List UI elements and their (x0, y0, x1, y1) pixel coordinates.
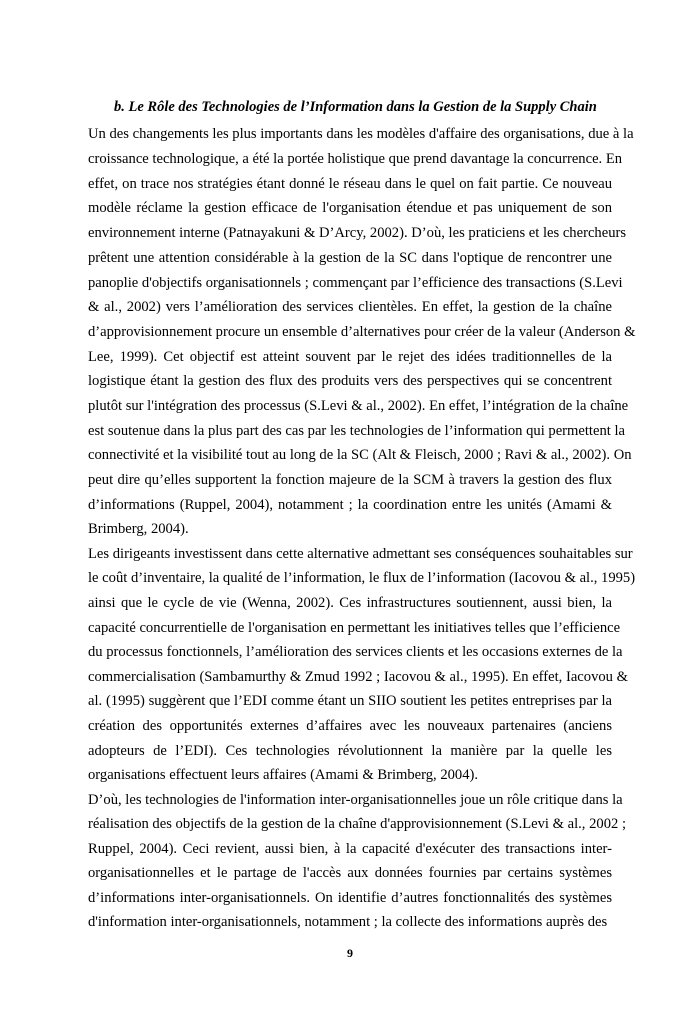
body-line: ainsi que le cycle de vie (Wenna, 2002). Ces infrastructures soutiennent, aussi bien, la (88, 595, 612, 611)
body-line: effet, on trace nos stratégies étant donné le réseau dans le quel on fait partie. Ce nouveau (88, 176, 612, 192)
body-line: logistique étant la gestion des flux des produits vers des perspectives qui se concentrent (88, 373, 612, 389)
body-line: d’informations (Ruppel, 2004), notamment ; la coordination entre les unités (Amami & (88, 497, 612, 513)
body-line: Lee, 1999). Cet objectif est atteint souvent par le rejet des idées traditionnelles de la (88, 349, 612, 365)
body-line: Les dirigeants investissent dans cette alternative admettant ses conséquences souhaitables sur (88, 546, 633, 562)
body-line: réalisation des objectifs de la gestion de la chaîne d'approvisionnement (S.Levi & al., 2002 ; (88, 816, 626, 832)
body-line: Brimberg, 2004). (88, 521, 189, 537)
body-line: capacité concurrentielle de l'organisation en permettant les initiatives telles que l’efficience (88, 620, 621, 636)
body-line: & al., 2002) vers l’amélioration des services clientèles. En effet, la gestion de la chaîne (88, 299, 612, 315)
body-line: prêtent une attention considérable à la gestion de la SC dans l'optique de rencontrer une (88, 250, 612, 266)
body-line: croissance technologique, a été la portée holistique que prend davantage la concurrence. En (88, 151, 623, 167)
body-line: peut dire qu’elles supportent la fonction majeure de la SCM à travers la gestion des flux (88, 472, 612, 488)
body-line: du processus fonctionnels, l’amélioration des services clients et les occasions externes de la (88, 644, 623, 660)
body-line: D’où, les technologies de l'information inter-organisationnelles joue un rôle critique dans la (88, 792, 623, 808)
body-line: al. (1995) suggèrent que l’EDI comme étant un SIIO soutient les petites entreprises par la (88, 693, 612, 709)
body-line: Ruppel, 2004). Ceci revient, aussi bien, à la capacité d'exécuter des transactions inter- (88, 841, 612, 857)
body-line: création des opportunités externes d’affaires avec les nouveaux partenaires (anciens (88, 718, 612, 734)
body-line: plutôt sur l'intégration des processus (S.Levi & al., 2002). En effet, l’intégration de la chaîne (88, 398, 629, 414)
body-line: commercialisation (Sambamurthy & Zmud 1992 ; Iacovou & al., 1995). En effet, Iacovou & (88, 669, 628, 685)
page-number: 9 (347, 946, 353, 960)
body-line: est soutenue dans la plus part des cas par les technologies de l’information qui permettent la (88, 423, 625, 439)
body-line: d’approvisionnement procure un ensemble d’alternatives pour créer de la valeur (Anderson & (88, 324, 636, 340)
body-line: connectivité et la visibilité tout au long de la SC (Alt & Fleisch, 2000 ; Ravi & al., 2002). On (88, 447, 632, 463)
body-line: adopteurs de l’EDI). Ces technologies révolutionnent la manière par la quelle les (88, 743, 612, 759)
section-heading: b. Le Rôle des Technologies de l’Information dans la Gestion de la Supply Chain (114, 99, 597, 115)
body-line: panoplie d'objectifs organisationnels ; commençant par l’efficience des transactions (S.Levi (88, 275, 623, 291)
body-line: d’informations inter-organisationnels. On identifie d’autres fonctionnalités des systèmes (88, 890, 612, 906)
body-line: modèle réclame la gestion efficace de l'organisation étendue et pas uniquement de son (88, 200, 612, 216)
body-line: Un des changements les plus importants dans les modèles d'affaire des organisations, due à la (88, 126, 634, 142)
body-line: organisationnelles et le partage de l'accès aux données fournies par certains systèmes (88, 865, 612, 881)
body-line: le coût d’inventaire, la qualité de l’information, le flux de l’information (Iacovou & al., 1995) (88, 570, 636, 586)
body-line: environnement interne (Patnayakuni & D’Arcy, 2002). D’où, les praticiens et les chercheurs (88, 225, 627, 241)
body-line: d'information inter-organisationnels, notamment ; la collecte des informations auprès des (88, 914, 608, 930)
body-line: organisations effectuent leurs affaires (Amami & Brimberg, 2004). (88, 767, 479, 783)
